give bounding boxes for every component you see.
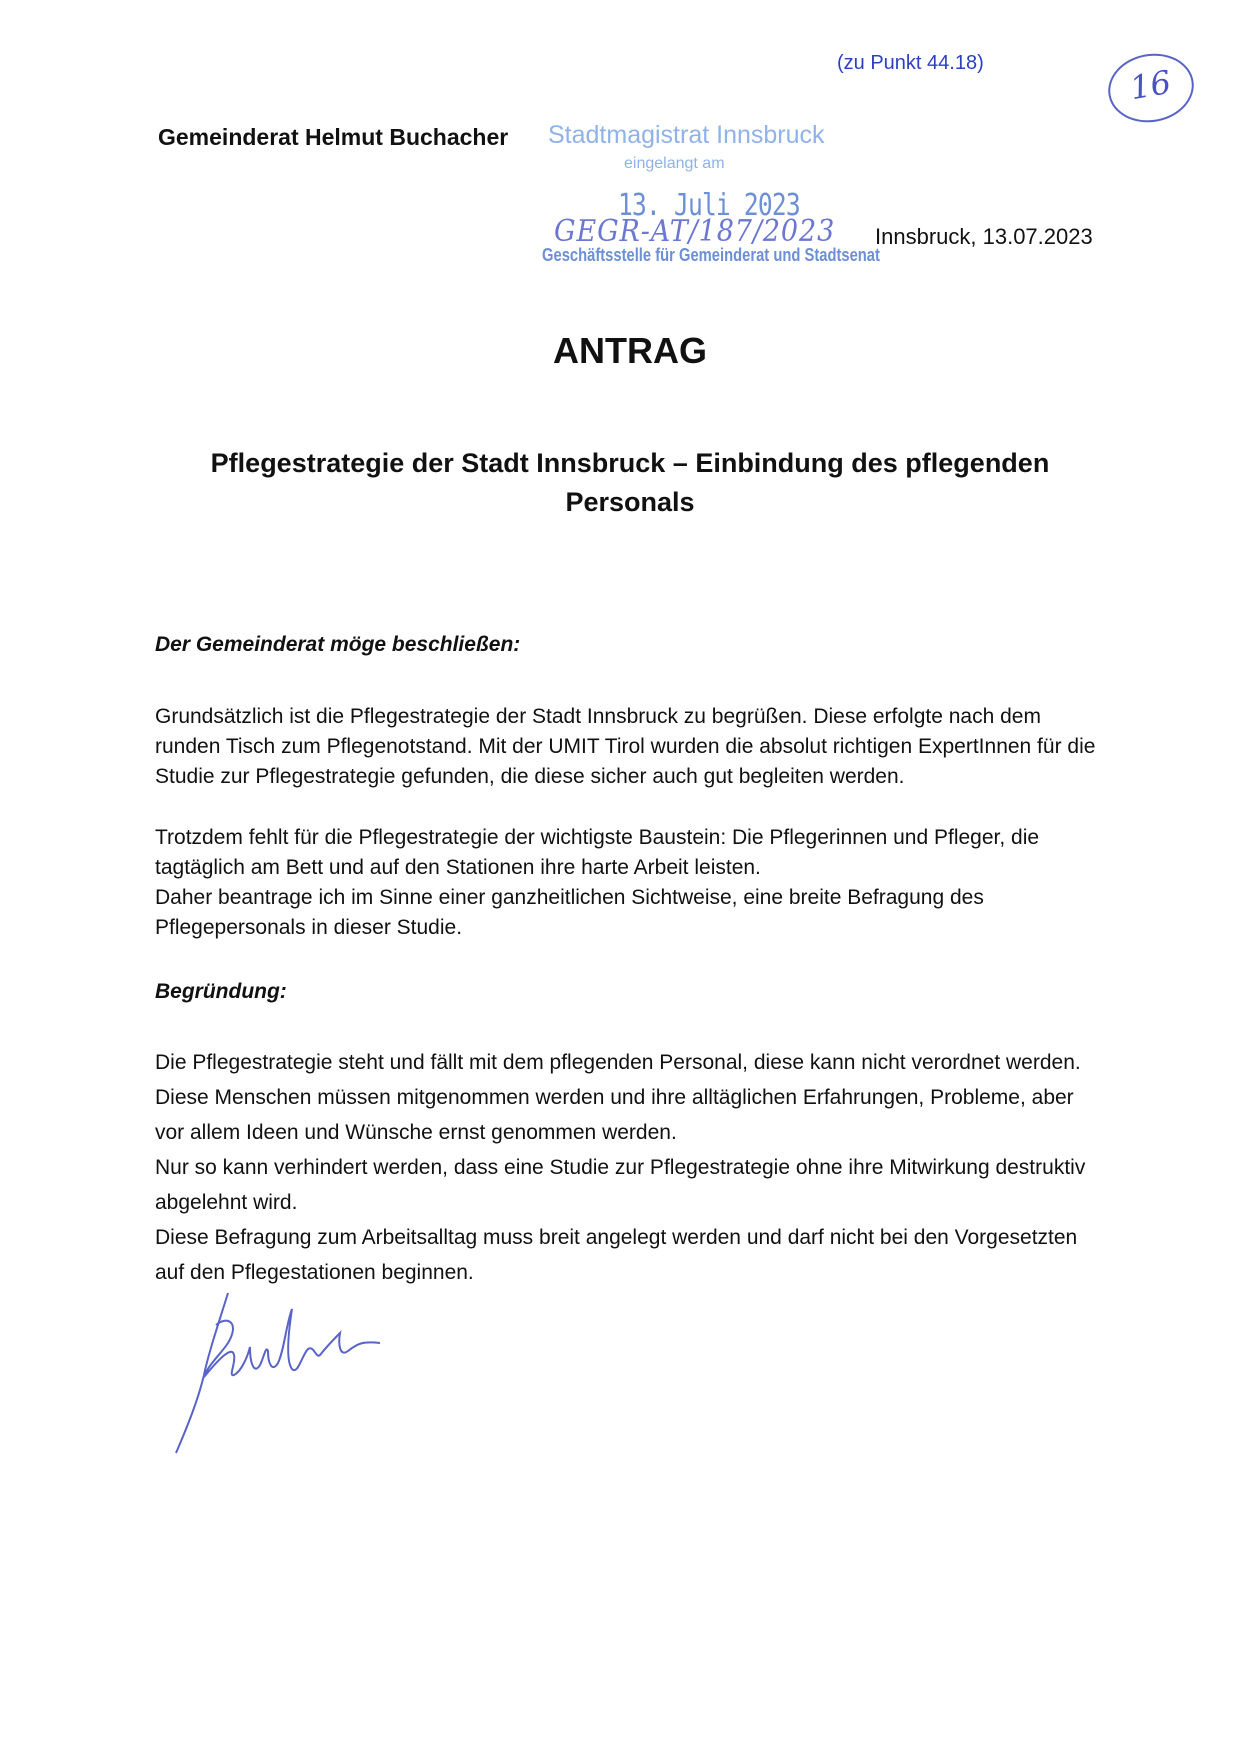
reason-label: Begründung: bbox=[155, 980, 287, 1003]
page-number-circle bbox=[1103, 47, 1200, 129]
reason-text: Die Pflegestrategie steht und fällt mit dem pflegenden Personal, diese kann nicht verordnet werden. Diese Menschen müssen mitgenommen werden und ihre alltäglichen Erfahrungen, Probleme, aber vor allem Ideen und Wünsche ernst genommen werden. bbox=[155, 1051, 1081, 1144]
author-name: Gemeinderat Helmut Buchacher bbox=[158, 124, 509, 150]
stamp-department: Geschäftsstelle für Gemeinderat und Stadtsenat bbox=[542, 245, 880, 265]
motion-label: Der Gemeinderat möge beschließen: bbox=[155, 633, 521, 656]
stamp-handwritten-reference: GEGR-AT/187/2023 bbox=[554, 214, 836, 249]
document-subject: Pflegestrategie der Stadt Innsbruck – Einbindung des pflegenden Personals bbox=[210, 448, 1050, 517]
handwritten-signature bbox=[168, 1285, 448, 1465]
agenda-reference: (zu Punkt 44.18) bbox=[837, 52, 984, 74]
motion-paragraph-1 bbox=[155, 702, 1105, 792]
page-number: 16 bbox=[1127, 62, 1174, 108]
motion-text: Trotzdem fehlt für die Pflegestrategie der wichtigste Baustein: Die Pflegerinnen und Pfleger, die tagtäglich am Bett und auf den Stationen ihre harte Arbeit leisten. bbox=[155, 826, 1040, 879]
reason-text: Diese Befragung zum Arbeitsalltag muss breit angelegt werden und darf nicht bei den Vorgesetzten auf den Pflegestationen beginnen. bbox=[155, 1226, 1078, 1284]
stamp-office: Stadtmagistrat Innsbruck bbox=[548, 121, 825, 149]
stamp-date: 13. Juli 2023 bbox=[618, 188, 800, 223]
reason-text: Nur so kann verhindert werden, dass eine Studie zur Pflegestrategie ohne ihre Mitwirkung destruktiv abgelehnt wird. bbox=[155, 1156, 1086, 1214]
document-title: ANTRAG bbox=[553, 330, 707, 371]
reason-block bbox=[155, 1045, 1105, 1290]
motion-text: Daher beantrage ich im Sinne einer ganzheitlichen Sichtweise, eine breite Befragung des Pflegepersonals in dieser Studie. bbox=[155, 886, 984, 939]
motion-text: Grundsätzlich ist die Pflegestrategie der Stadt Innsbruck zu begrüßen. Diese erfolgte nach dem runden Tisch zum Pflegenotstand. Mit der UMIT Tirol wurden die absolut richtigen ExpertInnen für die Studie zur Pflegestrategie gefunden, die diese sicher auch gut begleiten werden. bbox=[155, 705, 1096, 788]
motion-paragraph-2 bbox=[155, 823, 1105, 943]
place-and-date: Innsbruck, 13.07.2023 bbox=[875, 224, 1093, 249]
stamp-received-label: eingelangt am bbox=[624, 155, 725, 172]
